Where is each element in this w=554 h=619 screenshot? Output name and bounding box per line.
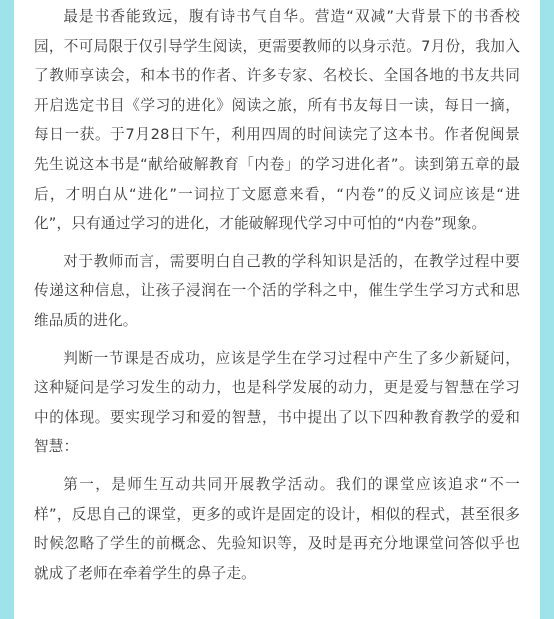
paragraph-3: 判断一节课是否成功，应该是学生在学习过程中产生了多少新疑问，这种疑问是学习发生的动力，也是科学发展的动力，更是爱与智慧在学习中的体现。要实现学习和爱的智慧，书中提出了以下四种教育教学的爱和智慧： <box>34 349 520 456</box>
paragraph-1: 最是书香能致远，腹有诗书气自华。营造“双减”大背景下的书香校园，不可局限于仅引导学生阅读，更需要教师的以身示范。7月份，我加入了教师享读会，和本书的作者、许多专家、名校长、全国各地的书友共同开启选定书目《学习的进化》阅读之旅，所有书友每日一读，每日一摘，每日一获。于7月28日下午，利用四周的时间读完了这本书。作者倪闽景先生说这本书是“献给破解教育「内卷」的学习进化者”。读到第五章的最后，才明白从“进化”一词拉丁文愿意来看，“内卷”的反义词应该是“进化”，只有通过学习的进化，才能破解现代学习中可怕的“内卷”现象。 <box>34 8 520 233</box>
right-decorative-border <box>540 0 554 619</box>
paragraph-2: 对于教师而言，需要明白自己教的学科知识是活的，在教学过程中要传递这种信息，让孩子浸润在一个活的学科之中，催生学生学习方式和思维品质的进化。 <box>34 252 520 329</box>
paragraph-4: 第一，是师生互动共同开展教学活动。我们的课堂应该追求“不一样”，反思自己的课堂，更多的或许是固定的设计，相似的程式，甚至很多时候忽略了学生的前概念、先验知识等，及时是再充分地课堂问答似乎也就成了老师在牵着学生的鼻子走。 <box>34 475 520 582</box>
article-body <box>34 2 520 588</box>
left-decorative-border <box>0 0 14 619</box>
